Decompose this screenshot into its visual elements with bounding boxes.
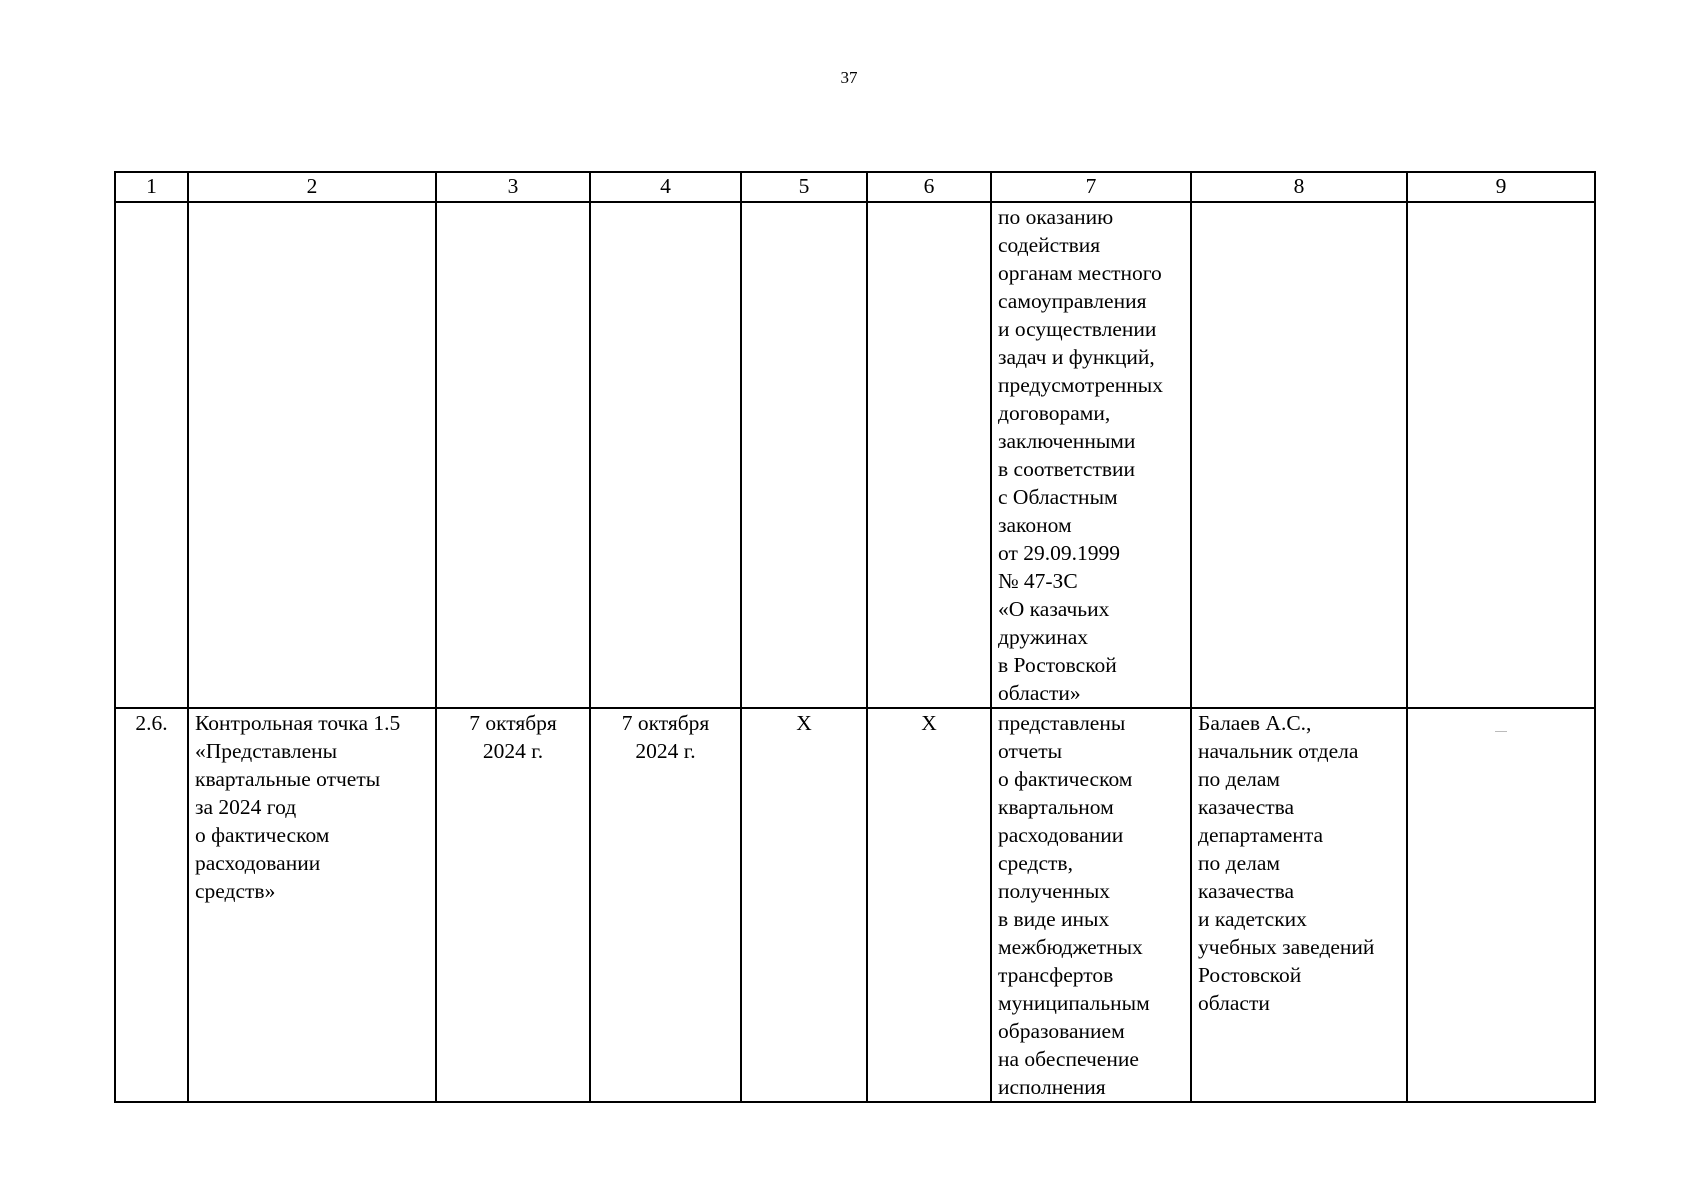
dash-mark (1495, 731, 1507, 732)
column-header-5: 5 (741, 172, 867, 202)
cell-empty (741, 202, 867, 708)
table-row (115, 708, 1595, 1102)
cell-empty (590, 202, 741, 708)
cell-empty (188, 202, 436, 708)
column-header-6: 6 (867, 172, 991, 202)
column-header-4: 4 (590, 172, 741, 202)
cell-responsible: Балаев А.С., начальник отдела по делам казачества департамента по делам казачества и кадетских учебных заведений Ростовской области (1191, 708, 1407, 1102)
cell-result-continuation: по оказанию содействия органам местного самоуправления и осуществлении задач и функций, предусмотренных договорами, заключенными в соответствии с Областным законом от 29.09.1999 № 47-ЗС «О казачьих дружинах в Ростовской области» (991, 202, 1191, 708)
cell-start-date: 7 октября 2024 г. (436, 708, 590, 1102)
cell-result: представлены отчеты о фактическом квартальном расходовании средств, полученных в виде иных межбюджетных трансфертов муниципальным образованием на обеспечение исполнения (991, 708, 1191, 1102)
cell-empty (115, 202, 188, 708)
cell-number: 2.6. (115, 708, 188, 1102)
column-header-2: 2 (188, 172, 436, 202)
column-header-1: 1 (115, 172, 188, 202)
cell-empty (436, 202, 590, 708)
cell-empty (867, 202, 991, 708)
cell-empty (1191, 202, 1407, 708)
cell-col9 (1407, 708, 1595, 1102)
column-header-8: 8 (1191, 172, 1407, 202)
column-header-3: 3 (436, 172, 590, 202)
table-header-row (115, 172, 1595, 202)
cell-end-date: 7 октября 2024 г. (590, 708, 741, 1102)
column-header-7: 7 (991, 172, 1191, 202)
cell-col6: Х (867, 708, 991, 1102)
cell-name: Контрольная точка 1.5 «Представлены квартальные отчеты за 2024 год о фактическом расходовании средств» (188, 708, 436, 1102)
cell-col5: Х (741, 708, 867, 1102)
table-row-continuation (115, 202, 1595, 708)
cell-empty (1407, 202, 1595, 708)
column-header-9: 9 (1407, 172, 1595, 202)
control-points-table (114, 171, 1596, 1103)
page-number: 37 (840, 68, 858, 87)
